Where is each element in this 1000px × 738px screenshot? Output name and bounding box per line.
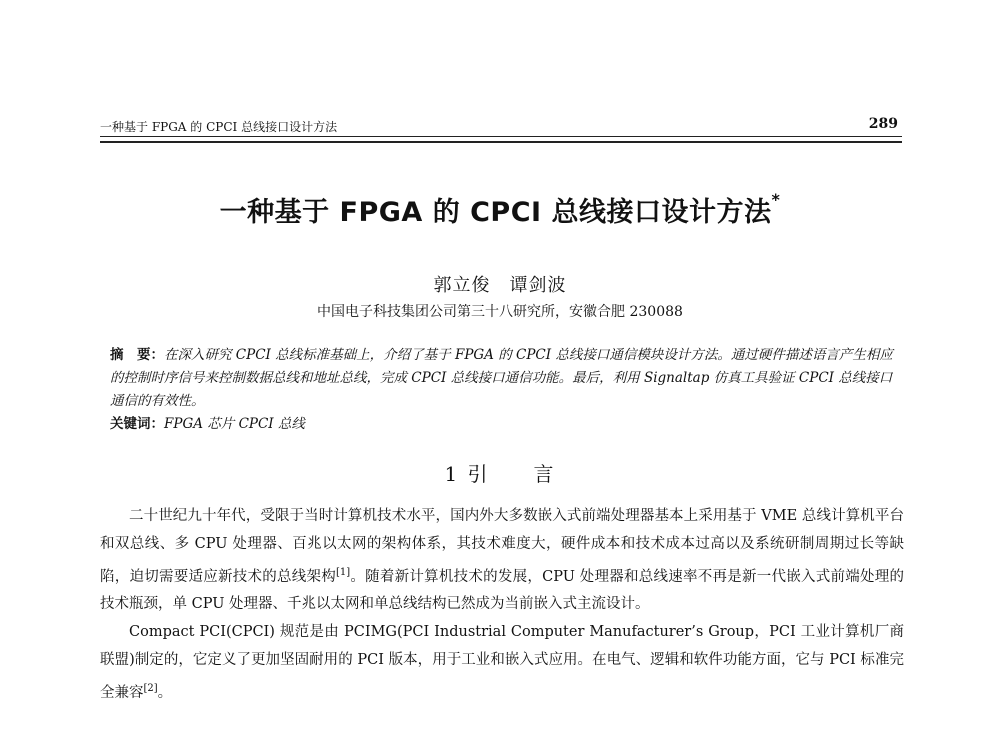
abstract-label: 摘 要： — [110, 347, 164, 363]
running-head — [100, 116, 902, 136]
title-footnote-mark: * — [771, 190, 781, 209]
header-rule-thin — [100, 136, 902, 137]
citation-ref-1: [1] — [335, 566, 351, 578]
keywords-text: FPGA 芯片 CPCI 总线 — [164, 416, 305, 432]
author-list: 郭立俊 谭剑波 — [433, 275, 567, 296]
section-heading: 1 引 言 — [444, 462, 556, 486]
paragraph-2-text-a: Compact PCI(CPCI) 规范是由 PCIMG(PCI Industrial Computer Manufacturer’s Group，PCI 工业计算机厂商联盟)制定的，它定义了更加坚固耐用的 PCI 版本，用于工业和嵌入式应用。在电气、逻辑和软件功能方面，它与 PCI 标准完全兼容 — [100, 624, 904, 701]
paragraph-1 — [100, 503, 904, 619]
header-rule-thick — [100, 141, 902, 143]
running-head-title: 一种基于 FPGA 的 CPCI 总线接口设计方法 — [100, 120, 338, 134]
article-title-text: 一种基于 FPGA 的 CPCI 总线接口设计方法 — [219, 197, 772, 228]
body-text — [100, 503, 904, 707]
page-number: 289 — [868, 116, 898, 132]
abstract-paragraph — [110, 344, 894, 413]
abstract-block — [110, 344, 894, 436]
paragraph-2-text-b: 。 — [157, 684, 173, 701]
abstract-text: 在深入研究 CPCI 总线标准基础上，介绍了基于 FPGA 的 CPCI 总线接口通信模块设计方法。通过硬件描述语言产生相应的控制时序信号来控制数据总线和地址总线，完成 CPCI 总线接口通信功能。最后，利用 Signaltap 仿真工具验证 CPCI 总线接口通信的有效性。 — [110, 347, 893, 409]
article-title — [0, 190, 1000, 229]
affiliation: 中国电子科技集团公司第三十八研究所，安徽合肥 230088 — [317, 304, 683, 320]
paragraph-1-text-a: 二十世纪九十年代，受限于当时计算机技术水平，国内外大多数嵌入式前端处理器基本上采用基于 VME 总线计算机平台和双总线、多 CPU 处理器、百兆以太网的架构体系，其技术难度大，硬件成本和技术成本过高以及系统研制周期过长等缺陷，迫切需要适应新技术的总线架构 — [100, 508, 904, 585]
keywords-line — [110, 413, 894, 436]
paragraph-2 — [100, 619, 904, 707]
keywords-label: 关键词： — [110, 416, 164, 432]
paragraph-1-text-b: 。随着新计算机技术的发展，CPU 处理器和总线速率不再是新一代嵌入式前端处理的技术瓶颈，单 CPU 处理器、千兆以太网和单总线结构已然成为当前嵌入式主流设计。 — [100, 568, 904, 613]
citation-ref-2: [2] — [143, 682, 158, 694]
